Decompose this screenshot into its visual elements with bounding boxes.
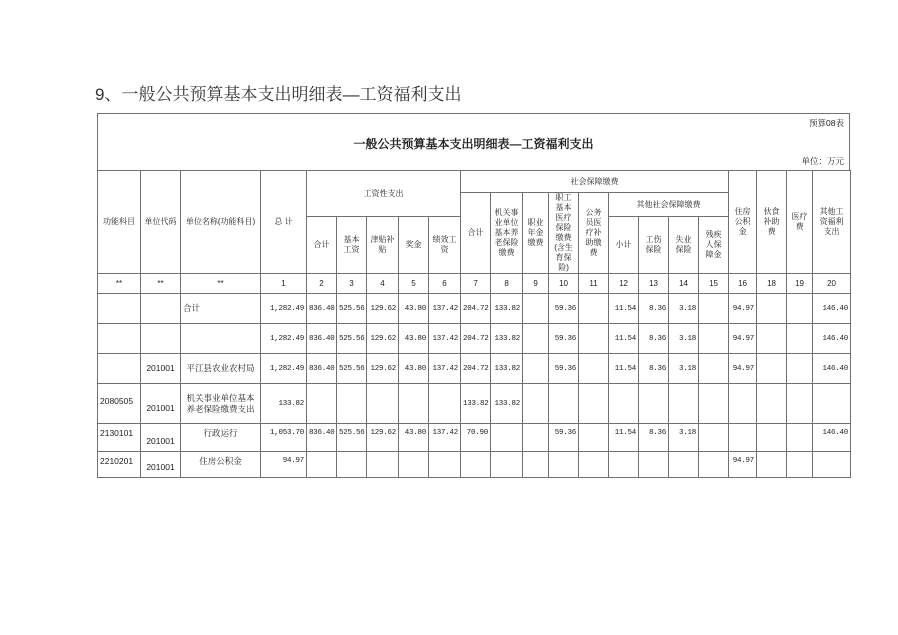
column-index-cell: 10 — [549, 274, 579, 294]
performance-wage-cell: 137.42 — [429, 354, 461, 384]
annuity-cell — [523, 324, 549, 354]
table-row — [98, 384, 851, 424]
social-total-cell: 204.72 — [461, 354, 491, 384]
unit-name-cell: 住房公积金 — [181, 452, 261, 478]
unit-name-cell: 合计 — [181, 294, 261, 324]
allowance-cell: 129.62 — [367, 294, 399, 324]
wage-total-cell: 836.40 — [307, 324, 337, 354]
performance-wage-cell: 137.42 — [429, 294, 461, 324]
header-other-welfare: 其他工资福利支出 — [813, 171, 851, 274]
header-pension: 机关事业单位基本养老保险缴费 — [491, 193, 523, 274]
other-welfare-cell: 146.40 — [813, 294, 851, 324]
unemployment-insurance-cell — [669, 384, 699, 424]
unit-code-cell: 201001 — [141, 354, 181, 384]
bonus-cell — [399, 384, 429, 424]
injury-insurance-cell: 8.36 — [639, 424, 669, 452]
table-row — [98, 324, 851, 354]
unit-name-cell: 机关事业单位基本养老保险缴费支出 — [181, 384, 261, 424]
column-index-cell: 8 — [491, 274, 523, 294]
social-total-cell: 204.72 — [461, 294, 491, 324]
other-welfare-cell: 146.40 — [813, 324, 851, 354]
wage-total-cell — [307, 452, 337, 478]
meal-allowance-cell — [757, 424, 787, 452]
header-unit-code: 单位代码 — [141, 171, 181, 274]
pension-cell — [491, 452, 523, 478]
total-cell: 1,282.49 — [261, 354, 307, 384]
table-row — [98, 354, 851, 384]
basic-wage-cell — [337, 452, 367, 478]
pension-cell: 133.82 — [491, 324, 523, 354]
func-subject-cell — [98, 324, 141, 354]
func-subject-cell — [98, 294, 141, 324]
column-index-cell: 13 — [639, 274, 669, 294]
housing-fund-cell: 94.97 — [729, 452, 757, 478]
social-total-cell — [461, 452, 491, 478]
table-row — [98, 294, 851, 324]
meal-allowance-cell — [757, 452, 787, 478]
column-index-cell: 20 — [813, 274, 851, 294]
allowance-cell — [367, 384, 399, 424]
injury-insurance-cell: 8.36 — [639, 354, 669, 384]
table-row — [98, 424, 851, 452]
medical-fee-cell — [787, 424, 813, 452]
basic-wage-cell: 525.56 — [337, 294, 367, 324]
housing-fund-cell — [729, 424, 757, 452]
column-index-cell: 4 — [367, 274, 399, 294]
func-subject-cell: 2130101 — [98, 424, 141, 452]
bonus-cell: 43.80 — [399, 354, 429, 384]
wage-total-cell — [307, 384, 337, 424]
header-total: 总 计 — [261, 171, 307, 274]
medical-insurance-cell: 59.36 — [549, 294, 579, 324]
report-title: 一般公共预算基本支出明细表—工资福利支出 — [353, 137, 594, 151]
housing-fund-cell — [729, 384, 757, 424]
unemployment-insurance-cell: 3.18 — [669, 294, 699, 324]
header-housing-fund: 住房公积金 — [729, 171, 757, 274]
header-wage-total: 合计 — [307, 217, 337, 274]
civil-servant-medical-cell — [579, 354, 609, 384]
civil-servant-medical-cell — [579, 452, 609, 478]
unemployment-insurance-cell: 3.18 — [669, 324, 699, 354]
pension-cell: 133.82 — [491, 294, 523, 324]
performance-wage-cell — [429, 384, 461, 424]
func-subject-cell: 2080505 — [98, 384, 141, 424]
other-social-subtotal-cell: 11.54 — [609, 324, 639, 354]
column-index-cell: 2 — [307, 274, 337, 294]
report-unit: 单位：万元 — [801, 156, 844, 166]
social-total-cell: 70.90 — [461, 424, 491, 452]
injury-insurance-cell: 8.36 — [639, 294, 669, 324]
column-index-cell: 11 — [579, 274, 609, 294]
allowance-cell — [367, 452, 399, 478]
civil-servant-medical-cell — [579, 324, 609, 354]
column-index-cell: ** — [98, 274, 141, 294]
disability-fund-cell — [699, 384, 729, 424]
unit-name-cell: 行政运行 — [181, 424, 261, 452]
table-row — [98, 452, 851, 478]
header-basic-wage: 基本工资 — [337, 217, 367, 274]
basic-wage-cell: 525.56 — [337, 324, 367, 354]
total-cell: 133.82 — [261, 384, 307, 424]
column-index-cell: 19 — [787, 274, 813, 294]
housing-fund-cell: 94.97 — [729, 324, 757, 354]
pension-cell: 133.82 — [491, 354, 523, 384]
meal-allowance-cell — [757, 294, 787, 324]
medical-insurance-cell — [549, 452, 579, 478]
header-unit-name: 单位名称(功能科目) — [181, 171, 261, 274]
annuity-cell — [523, 384, 549, 424]
other-social-subtotal-cell: 11.54 — [609, 294, 639, 324]
civil-servant-medical-cell — [579, 294, 609, 324]
basic-wage-cell — [337, 384, 367, 424]
annuity-cell — [523, 354, 549, 384]
other-welfare-cell — [813, 384, 851, 424]
header-performance-wage: 绩效工资 — [429, 217, 461, 274]
total-cell: 1,282.49 — [261, 324, 307, 354]
total-cell: 1,053.70 — [261, 424, 307, 452]
column-index-cell: 5 — [399, 274, 429, 294]
unemployment-insurance-cell: 3.18 — [669, 354, 699, 384]
basic-wage-cell: 525.56 — [337, 354, 367, 384]
total-cell: 94.97 — [261, 452, 307, 478]
column-index-cell: ** — [181, 274, 261, 294]
header-row — [98, 171, 851, 193]
performance-wage-cell: 137.42 — [429, 324, 461, 354]
header-social-total: 合计 — [461, 193, 491, 274]
column-index-cell: 9 — [523, 274, 549, 294]
column-index-cell: 6 — [429, 274, 461, 294]
column-index-cell: 1 — [261, 274, 307, 294]
header-other-social-group: 其他社会保障缴费 — [609, 193, 729, 217]
medical-fee-cell — [787, 452, 813, 478]
medical-insurance-cell: 59.36 — [549, 424, 579, 452]
column-index-cell: 12 — [609, 274, 639, 294]
unit-code-cell: 201001 — [141, 452, 181, 478]
column-index-cell: 16 — [729, 274, 757, 294]
header-unemployment-insurance: 失业保险 — [669, 217, 699, 274]
header-disability-fund: 残疾人保障金 — [699, 217, 729, 274]
func-subject-cell: 2210201 — [98, 452, 141, 478]
injury-insurance-cell — [639, 452, 669, 478]
unit-name-cell: 平江县农业农村局 — [181, 354, 261, 384]
header-annuity: 职业年金缴费 — [523, 193, 549, 274]
bonus-cell: 43.80 — [399, 424, 429, 452]
header-medical-insurance: 职工基本医疗保险缴费(含生育保险) — [549, 193, 579, 274]
column-index-cell: ** — [141, 274, 181, 294]
header-meal-allowance: 伙食补助费 — [757, 171, 787, 274]
meal-allowance-cell — [757, 354, 787, 384]
bonus-cell: 43.80 — [399, 324, 429, 354]
unemployment-insurance-cell: 3.18 — [669, 424, 699, 452]
performance-wage-cell — [429, 452, 461, 478]
disability-fund-cell — [699, 324, 729, 354]
annuity-cell — [523, 294, 549, 324]
disability-fund-cell — [699, 424, 729, 452]
header-wage-group: 工资性支出 — [307, 171, 461, 217]
disability-fund-cell — [699, 452, 729, 478]
medical-fee-cell — [787, 384, 813, 424]
unit-code-cell — [141, 294, 181, 324]
page-heading: 9、一般公共预算基本支出明细表—工资福利支出 — [95, 85, 462, 104]
header-injury-insurance: 工伤保险 — [639, 217, 669, 274]
unit-name-cell — [181, 324, 261, 354]
basic-wage-cell: 525.56 — [337, 424, 367, 452]
medical-insurance-cell: 59.36 — [549, 324, 579, 354]
medical-insurance-cell: 59.36 — [549, 354, 579, 384]
pension-cell: 133.82 — [491, 384, 523, 424]
annuity-cell — [523, 452, 549, 478]
header-allowance: 津贴补贴 — [367, 217, 399, 274]
other-welfare-cell: 146.40 — [813, 354, 851, 384]
annuity-cell — [523, 424, 549, 452]
header-medical-fee: 医疗费 — [787, 171, 813, 274]
unit-code-cell — [141, 324, 181, 354]
header-func-subject: 功能科目 — [98, 171, 141, 274]
total-cell: 1,282.49 — [261, 294, 307, 324]
social-total-cell: 133.82 — [461, 384, 491, 424]
func-subject-cell — [98, 354, 141, 384]
meal-allowance-cell — [757, 384, 787, 424]
bonus-cell: 43.80 — [399, 294, 429, 324]
column-index-cell: 18 — [757, 274, 787, 294]
disability-fund-cell — [699, 354, 729, 384]
column-index-cell: 3 — [337, 274, 367, 294]
social-total-cell: 204.72 — [461, 324, 491, 354]
housing-fund-cell: 94.97 — [729, 354, 757, 384]
civil-servant-medical-cell — [579, 424, 609, 452]
injury-insurance-cell: 8.36 — [639, 324, 669, 354]
other-social-subtotal-cell — [609, 452, 639, 478]
report-header — [97, 113, 850, 170]
meal-allowance-cell — [757, 324, 787, 354]
wage-total-cell: 836.40 — [307, 294, 337, 324]
column-index-cell: 14 — [669, 274, 699, 294]
injury-insurance-cell — [639, 384, 669, 424]
header-bonus: 奖金 — [399, 217, 429, 274]
disability-fund-cell — [699, 294, 729, 324]
allowance-cell: 129.62 — [367, 324, 399, 354]
header-social-group: 社会保障缴费 — [461, 171, 729, 193]
header-other-social-subtotal: 小计 — [609, 217, 639, 274]
other-social-subtotal-cell — [609, 384, 639, 424]
bonus-cell — [399, 452, 429, 478]
unit-code-cell: 201001 — [141, 384, 181, 424]
medical-fee-cell — [787, 354, 813, 384]
medical-fee-cell — [787, 294, 813, 324]
civil-servant-medical-cell — [579, 384, 609, 424]
other-social-subtotal-cell: 11.54 — [609, 354, 639, 384]
housing-fund-cell: 94.97 — [729, 294, 757, 324]
medical-fee-cell — [787, 324, 813, 354]
other-social-subtotal-cell: 11.54 — [609, 424, 639, 452]
column-index-row — [98, 274, 851, 294]
header-civil-servant-medical: 公务员医疗补助缴费 — [579, 193, 609, 274]
wage-welfare-table — [97, 170, 851, 478]
report-table-number: 预算08表 — [809, 118, 844, 128]
medical-insurance-cell — [549, 384, 579, 424]
column-index-cell: 15 — [699, 274, 729, 294]
wage-total-cell: 836.40 — [307, 354, 337, 384]
pension-cell — [491, 424, 523, 452]
unemployment-insurance-cell — [669, 452, 699, 478]
other-welfare-cell — [813, 452, 851, 478]
allowance-cell: 129.62 — [367, 354, 399, 384]
other-welfare-cell: 146.40 — [813, 424, 851, 452]
unit-code-cell: 201001 — [141, 424, 181, 452]
column-index-cell: 7 — [461, 274, 491, 294]
wage-total-cell: 836.40 — [307, 424, 337, 452]
allowance-cell: 129.62 — [367, 424, 399, 452]
performance-wage-cell: 137.42 — [429, 424, 461, 452]
